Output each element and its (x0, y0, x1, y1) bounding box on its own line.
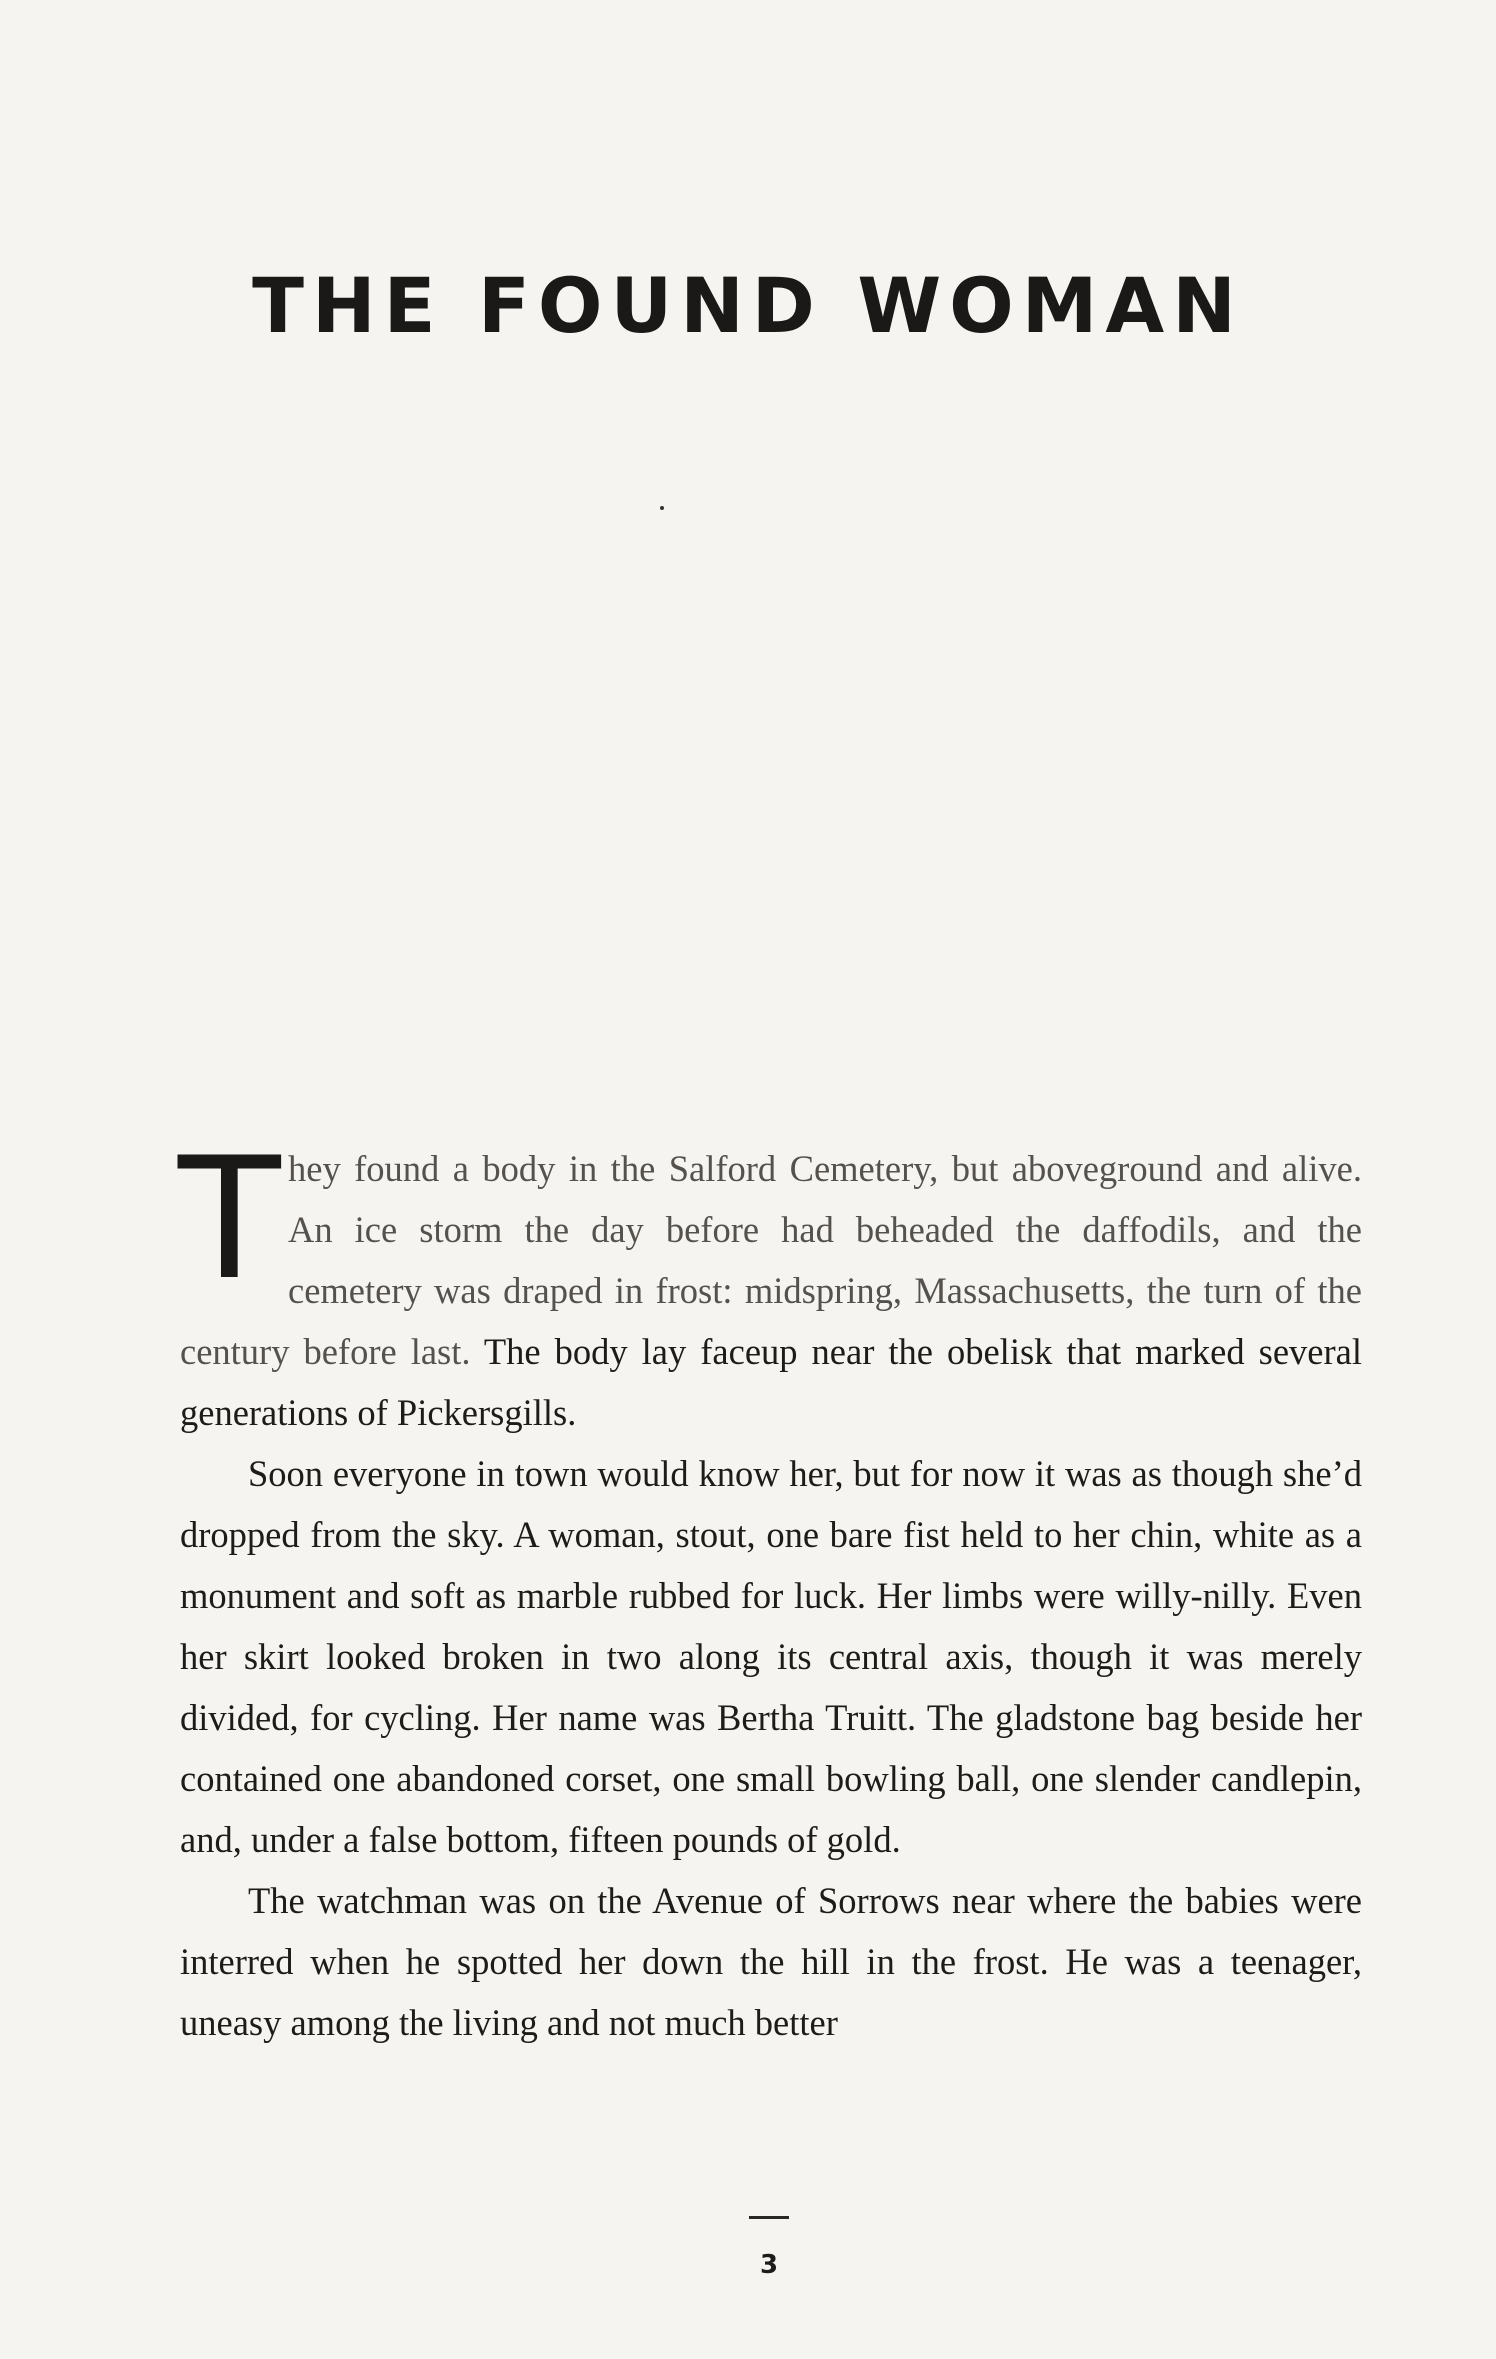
paragraph-2: Soon everyone in town would know her, but for now it was as though she’d dropped from the sky. A woman, stout, one bare fist held to her chin, white as a monument and soft as marble rubbed for luck. Her limbs were willy-nilly. Even her skirt looked broken in two along its central axis, though it was merely divided, for cycling. Her name was Bertha Truitt. The gladstone bag beside her contained one abandoned corset, one small bowling ball, one slender candlepin, and, under a false bottom, fifteen pounds of gold. (180, 1453, 1362, 1860)
paragraph-1-rest: The body lay faceup near the obelisk that marked several generations of Pickersgills. (180, 1331, 1362, 1433)
paragraph-1-lead: hey found a body in the Salford Cemetery, but aboveground and alive. An ice storm the day before had beheaded the daffodils, and the cemetery was draped in frost: midspring, Massachusetts, the turn of the century before last. (180, 1148, 1362, 1372)
paper-speck (660, 506, 664, 510)
page-number: 3 (759, 2250, 779, 2280)
chapter-title: THE FOUND WOMAN (252, 261, 1244, 350)
paragraph-1 (178, 1121, 1362, 1443)
chapter-text (178, 1121, 1362, 2053)
page-number-rule (749, 2216, 789, 2219)
paragraph-3: The watchman was on the Avenue of Sorrows near where the babies were interred when he spotted her down the hill in the frost. He was a teenager, uneasy among the living and not much better (180, 1880, 1362, 2043)
drop-cap: T (178, 1121, 281, 1317)
